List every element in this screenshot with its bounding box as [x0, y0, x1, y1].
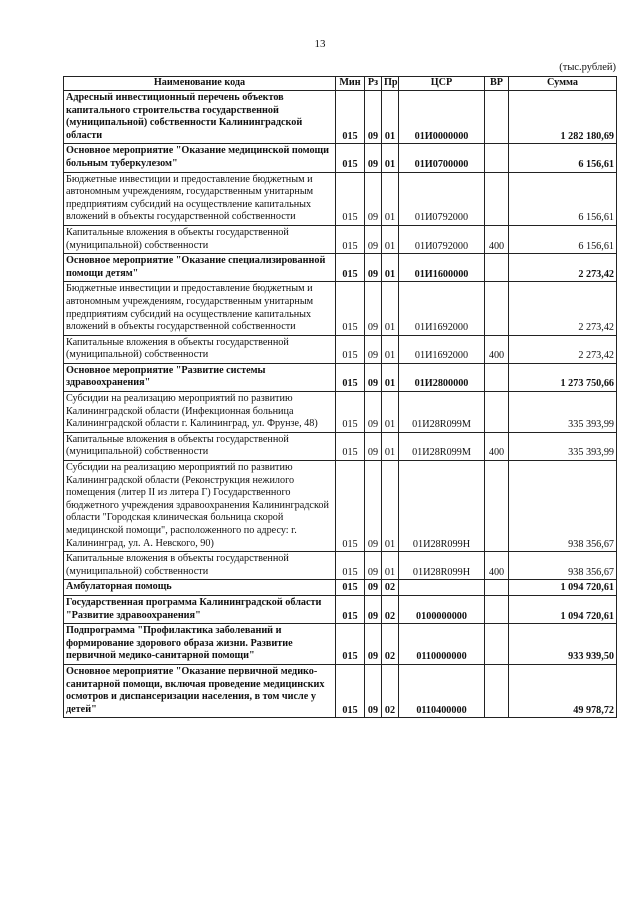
cell-sum: 2 273,42 — [509, 254, 617, 282]
cell-name: Капитальные вложения в объекты государственной (муниципальной) собственности — [64, 432, 336, 460]
cell-rz: 09 — [365, 172, 382, 225]
cell-rz: 09 — [365, 552, 382, 580]
cell-vr — [485, 363, 509, 391]
cell-min: 015 — [336, 552, 365, 580]
cell-pr: 01 — [382, 91, 399, 144]
cell-pr: 01 — [382, 335, 399, 363]
cell-name: Адресный инвестиционный перечень объектов капитального строительства государственной (муниципальной) собственности Калининградской области — [64, 91, 336, 144]
cell-vr — [485, 664, 509, 717]
cell-vr: 400 — [485, 335, 509, 363]
cell-min: 015 — [336, 225, 365, 253]
cell-csr: 0110400000 — [399, 664, 485, 717]
cell-pr: 01 — [382, 432, 399, 460]
cell-sum: 6 156,61 — [509, 172, 617, 225]
cell-name: Капитальные вложения в объекты государственной (муниципальной) собственности — [64, 552, 336, 580]
cell-sum: 933 939,50 — [509, 624, 617, 665]
cell-csr: 0100000000 — [399, 595, 485, 623]
cell-min: 015 — [336, 254, 365, 282]
cell-name: Основное мероприятие "Оказание первичной медико-санитарной помощи, включая проведение медицинских осмотров и диспансеризации населения, в том числе у детей" — [64, 664, 336, 717]
cell-vr: 400 — [485, 432, 509, 460]
header-min: Мин — [336, 77, 365, 91]
cell-csr: 01И1692000 — [399, 335, 485, 363]
table-row — [64, 254, 617, 282]
table-row — [64, 552, 617, 580]
table-row — [64, 461, 617, 552]
cell-min: 015 — [336, 335, 365, 363]
cell-min: 015 — [336, 172, 365, 225]
cell-csr: 01И0700000 — [399, 144, 485, 172]
cell-csr: 01И0000000 — [399, 91, 485, 144]
table-row — [64, 225, 617, 253]
cell-vr — [485, 580, 509, 596]
table-row — [64, 335, 617, 363]
cell-csr: 01И0792000 — [399, 225, 485, 253]
cell-name: Капитальные вложения в объекты государственной (муниципальной) собственности — [64, 335, 336, 363]
cell-min: 015 — [336, 624, 365, 665]
cell-min: 015 — [336, 461, 365, 552]
cell-csr: 01И28R099Н — [399, 461, 485, 552]
cell-vr: 400 — [485, 225, 509, 253]
cell-name: Субсидии на реализацию мероприятий по развитию Калининградской области (Инфекционная больница Калининградской области г. Калининград, ул. Фрунзе, 48) — [64, 392, 336, 433]
table-row — [64, 392, 617, 433]
header-vr: ВР — [485, 77, 509, 91]
cell-sum: 938 356,67 — [509, 552, 617, 580]
cell-vr — [485, 624, 509, 665]
cell-sum: 49 978,72 — [509, 664, 617, 717]
cell-csr: 01И0792000 — [399, 172, 485, 225]
cell-vr: 400 — [485, 552, 509, 580]
cell-pr: 01 — [382, 172, 399, 225]
cell-csr: 01И28R099Н — [399, 552, 485, 580]
cell-pr: 01 — [382, 461, 399, 552]
cell-pr: 02 — [382, 664, 399, 717]
cell-csr: 01И2800000 — [399, 363, 485, 391]
cell-pr: 02 — [382, 580, 399, 596]
cell-vr — [485, 172, 509, 225]
table-row — [64, 595, 617, 623]
cell-rz: 09 — [365, 225, 382, 253]
cell-rz: 09 — [365, 335, 382, 363]
header-pr: Пр — [382, 77, 399, 91]
cell-sum: 1 094 720,61 — [509, 595, 617, 623]
cell-sum: 1 273 750,66 — [509, 363, 617, 391]
table-row — [64, 172, 617, 225]
cell-pr: 01 — [382, 225, 399, 253]
table-row — [64, 432, 617, 460]
cell-sum: 6 156,61 — [509, 225, 617, 253]
cell-csr: 01И1600000 — [399, 254, 485, 282]
table-row — [64, 664, 617, 717]
header-sum: Сумма — [509, 77, 617, 91]
cell-sum: 335 393,99 — [509, 392, 617, 433]
budget-table — [63, 76, 617, 718]
cell-vr — [485, 392, 509, 433]
cell-name: Государственная программа Калининградской области "Развитие здравоохранения" — [64, 595, 336, 623]
cell-pr: 01 — [382, 254, 399, 282]
cell-pr: 01 — [382, 392, 399, 433]
cell-csr: 01И1692000 — [399, 282, 485, 335]
cell-min: 015 — [336, 91, 365, 144]
cell-vr — [485, 144, 509, 172]
cell-vr — [485, 254, 509, 282]
cell-vr — [485, 282, 509, 335]
table-body — [64, 91, 617, 718]
cell-sum: 6 156,61 — [509, 144, 617, 172]
cell-min: 015 — [336, 432, 365, 460]
cell-name: Бюджетные инвестиции и предоставление бюджетным и автономным учреждениям, государственным унитарным предприятиям субсидий на осуществление капитальных вложений в объекты государственной собственности — [64, 282, 336, 335]
cell-pr: 02 — [382, 624, 399, 665]
table-row — [64, 363, 617, 391]
cell-min: 015 — [336, 363, 365, 391]
cell-sum: 2 273,42 — [509, 335, 617, 363]
cell-csr: 01И28R099М — [399, 432, 485, 460]
cell-sum: 1 282 180,69 — [509, 91, 617, 144]
header-csr: ЦСР — [399, 77, 485, 91]
table-row — [64, 144, 617, 172]
cell-min: 015 — [336, 392, 365, 433]
cell-rz: 09 — [365, 91, 382, 144]
cell-name: Субсидии на реализацию мероприятий по развитию Калининградской области (Реконструкция нежилого помещения (литер II из литера Г) Государственного бюджетного учреждения здравоохранения Калининградской области "Городская клиническая больница скорой медицинской помощи", расположенного по адресу: г. Калининград, ул. А. Невского, 90) — [64, 461, 336, 552]
cell-rz: 09 — [365, 580, 382, 596]
cell-pr: 02 — [382, 595, 399, 623]
page-number: 13 — [314, 38, 326, 50]
cell-rz: 09 — [365, 282, 382, 335]
cell-rz: 09 — [365, 392, 382, 433]
cell-csr: 0110000000 — [399, 624, 485, 665]
cell-name: Основное мероприятие "Оказание специализированной помощи детям" — [64, 254, 336, 282]
unit-label: (тыс.рублей) — [559, 62, 616, 73]
cell-vr — [485, 595, 509, 623]
cell-vr — [485, 461, 509, 552]
cell-pr: 01 — [382, 552, 399, 580]
table-row — [64, 91, 617, 144]
cell-rz: 09 — [365, 624, 382, 665]
cell-min: 015 — [336, 580, 365, 596]
table-header-row — [64, 77, 617, 91]
header-rz: Рз — [365, 77, 382, 91]
cell-min: 015 — [336, 664, 365, 717]
cell-rz: 09 — [365, 432, 382, 460]
cell-pr: 01 — [382, 363, 399, 391]
cell-rz: 09 — [365, 664, 382, 717]
cell-vr — [485, 91, 509, 144]
cell-sum: 938 356,67 — [509, 461, 617, 552]
cell-rz: 09 — [365, 144, 382, 172]
table-row — [64, 282, 617, 335]
cell-csr: 01И28R099М — [399, 392, 485, 433]
table-row — [64, 624, 617, 665]
cell-name: Основное мероприятие "Оказание медицинской помощи больным туберкулезом" — [64, 144, 336, 172]
cell-pr: 01 — [382, 144, 399, 172]
cell-rz: 09 — [365, 363, 382, 391]
cell-name: Амбулаторная помощь — [64, 580, 336, 596]
cell-min: 015 — [336, 144, 365, 172]
cell-name: Капитальные вложения в объекты государственной (муниципальной) собственности — [64, 225, 336, 253]
cell-name: Бюджетные инвестиции и предоставление бюджетным и автономным учреждениям, государственным унитарным предприятиям субсидий на осуществление капитальных вложений в объекты государственной собственности — [64, 172, 336, 225]
cell-sum: 2 273,42 — [509, 282, 617, 335]
table-row — [64, 580, 617, 596]
cell-sum: 1 094 720,61 — [509, 580, 617, 596]
cell-rz: 09 — [365, 254, 382, 282]
cell-name: Основное мероприятие "Развитие системы здравоохранения" — [64, 363, 336, 391]
header-name: Наименование кода — [64, 77, 336, 91]
cell-csr — [399, 580, 485, 596]
cell-rz: 09 — [365, 595, 382, 623]
cell-min: 015 — [336, 282, 365, 335]
cell-name: Подпрограмма "Профилактика заболеваний и формирование здорового образа жизни. Развитие первичной медико-санитарной помощи" — [64, 624, 336, 665]
cell-min: 015 — [336, 595, 365, 623]
cell-rz: 09 — [365, 461, 382, 552]
cell-pr: 01 — [382, 282, 399, 335]
cell-sum: 335 393,99 — [509, 432, 617, 460]
